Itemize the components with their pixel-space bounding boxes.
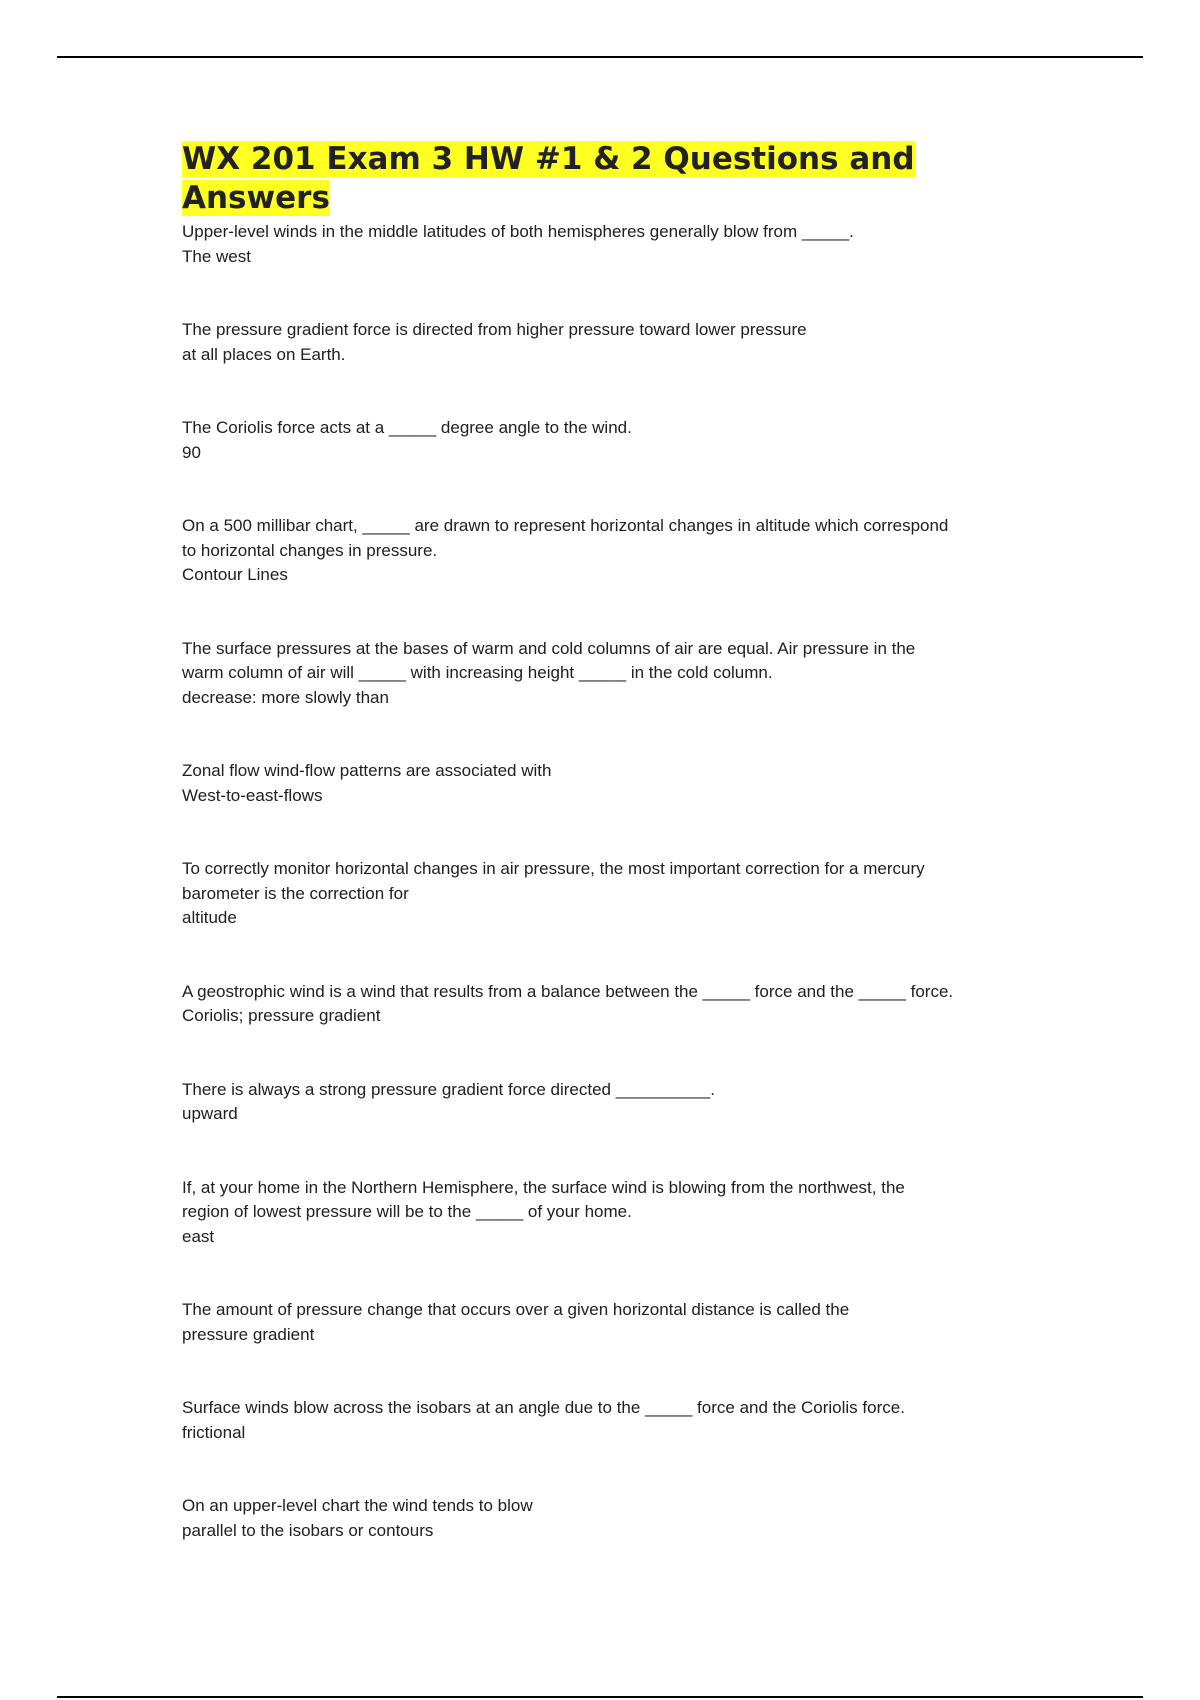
question-text: The Coriolis force acts at a _____ degree angle to the wind. bbox=[182, 418, 632, 437]
answer-text: Contour Lines bbox=[182, 565, 288, 584]
answer-text: parallel to the isobars or contours bbox=[182, 1520, 434, 1540]
qa-list bbox=[182, 220, 1022, 1543]
answer-text: upward bbox=[182, 1104, 238, 1123]
question-text: On a 500 millibar chart, _____ are drawn to represent horizontal changes in altitude which correspond to horizontal changes in pressure. bbox=[182, 516, 949, 560]
document-title bbox=[182, 140, 1022, 218]
question-text: To correctly monitor horizontal changes in air pressure, the most important correction for a mercury barometer is the correction for bbox=[182, 859, 925, 903]
answer-text: altitude bbox=[182, 908, 237, 927]
question-text: A geostrophic wind is a wind that results from a balance between the _____ force and the _____ force. bbox=[182, 981, 954, 1001]
qa-item bbox=[182, 637, 1022, 711]
qa-item bbox=[182, 514, 1022, 588]
question-text: The pressure gradient force is directed from higher pressure toward lower pressure bbox=[182, 320, 807, 339]
answer-text: decrease: more slowly than bbox=[182, 687, 389, 707]
question-text: Surface winds blow across the isobars at an angle due to the _____ force and the Coriolis force. bbox=[182, 1398, 905, 1417]
qa-item bbox=[182, 318, 1022, 367]
qa-item bbox=[182, 1078, 1022, 1127]
qa-item bbox=[182, 1494, 1022, 1543]
qa-item bbox=[182, 759, 1022, 808]
answer-text: pressure gradient bbox=[182, 1324, 315, 1344]
question-text: On an upper-level chart the wind tends to blow bbox=[182, 1496, 533, 1515]
qa-item bbox=[182, 1176, 1022, 1250]
answer-text: The west bbox=[182, 246, 251, 266]
qa-item bbox=[182, 980, 1022, 1029]
question-text: There is always a strong pressure gradient force directed __________. bbox=[182, 1079, 715, 1099]
question-text: Upper-level winds in the middle latitudes of both hemispheres generally blow from _____. bbox=[182, 222, 854, 241]
document-title-text: WX 201 Exam 3 HW #1 & 2 Questions and Answers bbox=[182, 141, 915, 216]
bottom-rule bbox=[57, 1696, 1143, 1698]
question-text: The amount of pressure change that occurs over a given horizontal distance is called the bbox=[182, 1300, 850, 1319]
qa-item bbox=[182, 1298, 1022, 1347]
question-text: Zonal flow wind-flow patterns are associated with bbox=[182, 761, 552, 780]
question-text: The surface pressures at the bases of warm and cold columns of air are equal. Air pressure in the warm column of air will _____ with increasing height _____ in the cold column. bbox=[182, 638, 916, 682]
qa-item bbox=[182, 1396, 1022, 1445]
document-body bbox=[182, 140, 1022, 1543]
question-text: If, at your home in the Northern Hemisphere, the surface wind is blowing from the northwest, the region of lowest pressure will be to the _____ of your home. bbox=[182, 1177, 905, 1221]
top-rule bbox=[57, 56, 1143, 58]
answer-text: frictional bbox=[182, 1422, 246, 1442]
answer-text: West-to-east-flows bbox=[182, 785, 323, 805]
answer-text: east bbox=[182, 1226, 215, 1246]
qa-item bbox=[182, 416, 1022, 465]
qa-item bbox=[182, 220, 1022, 269]
answer-text: at all places on Earth. bbox=[182, 344, 346, 364]
answer-text: Coriolis; pressure gradient bbox=[182, 1006, 381, 1025]
answer-text: 90 bbox=[182, 442, 201, 462]
qa-item bbox=[182, 857, 1022, 931]
